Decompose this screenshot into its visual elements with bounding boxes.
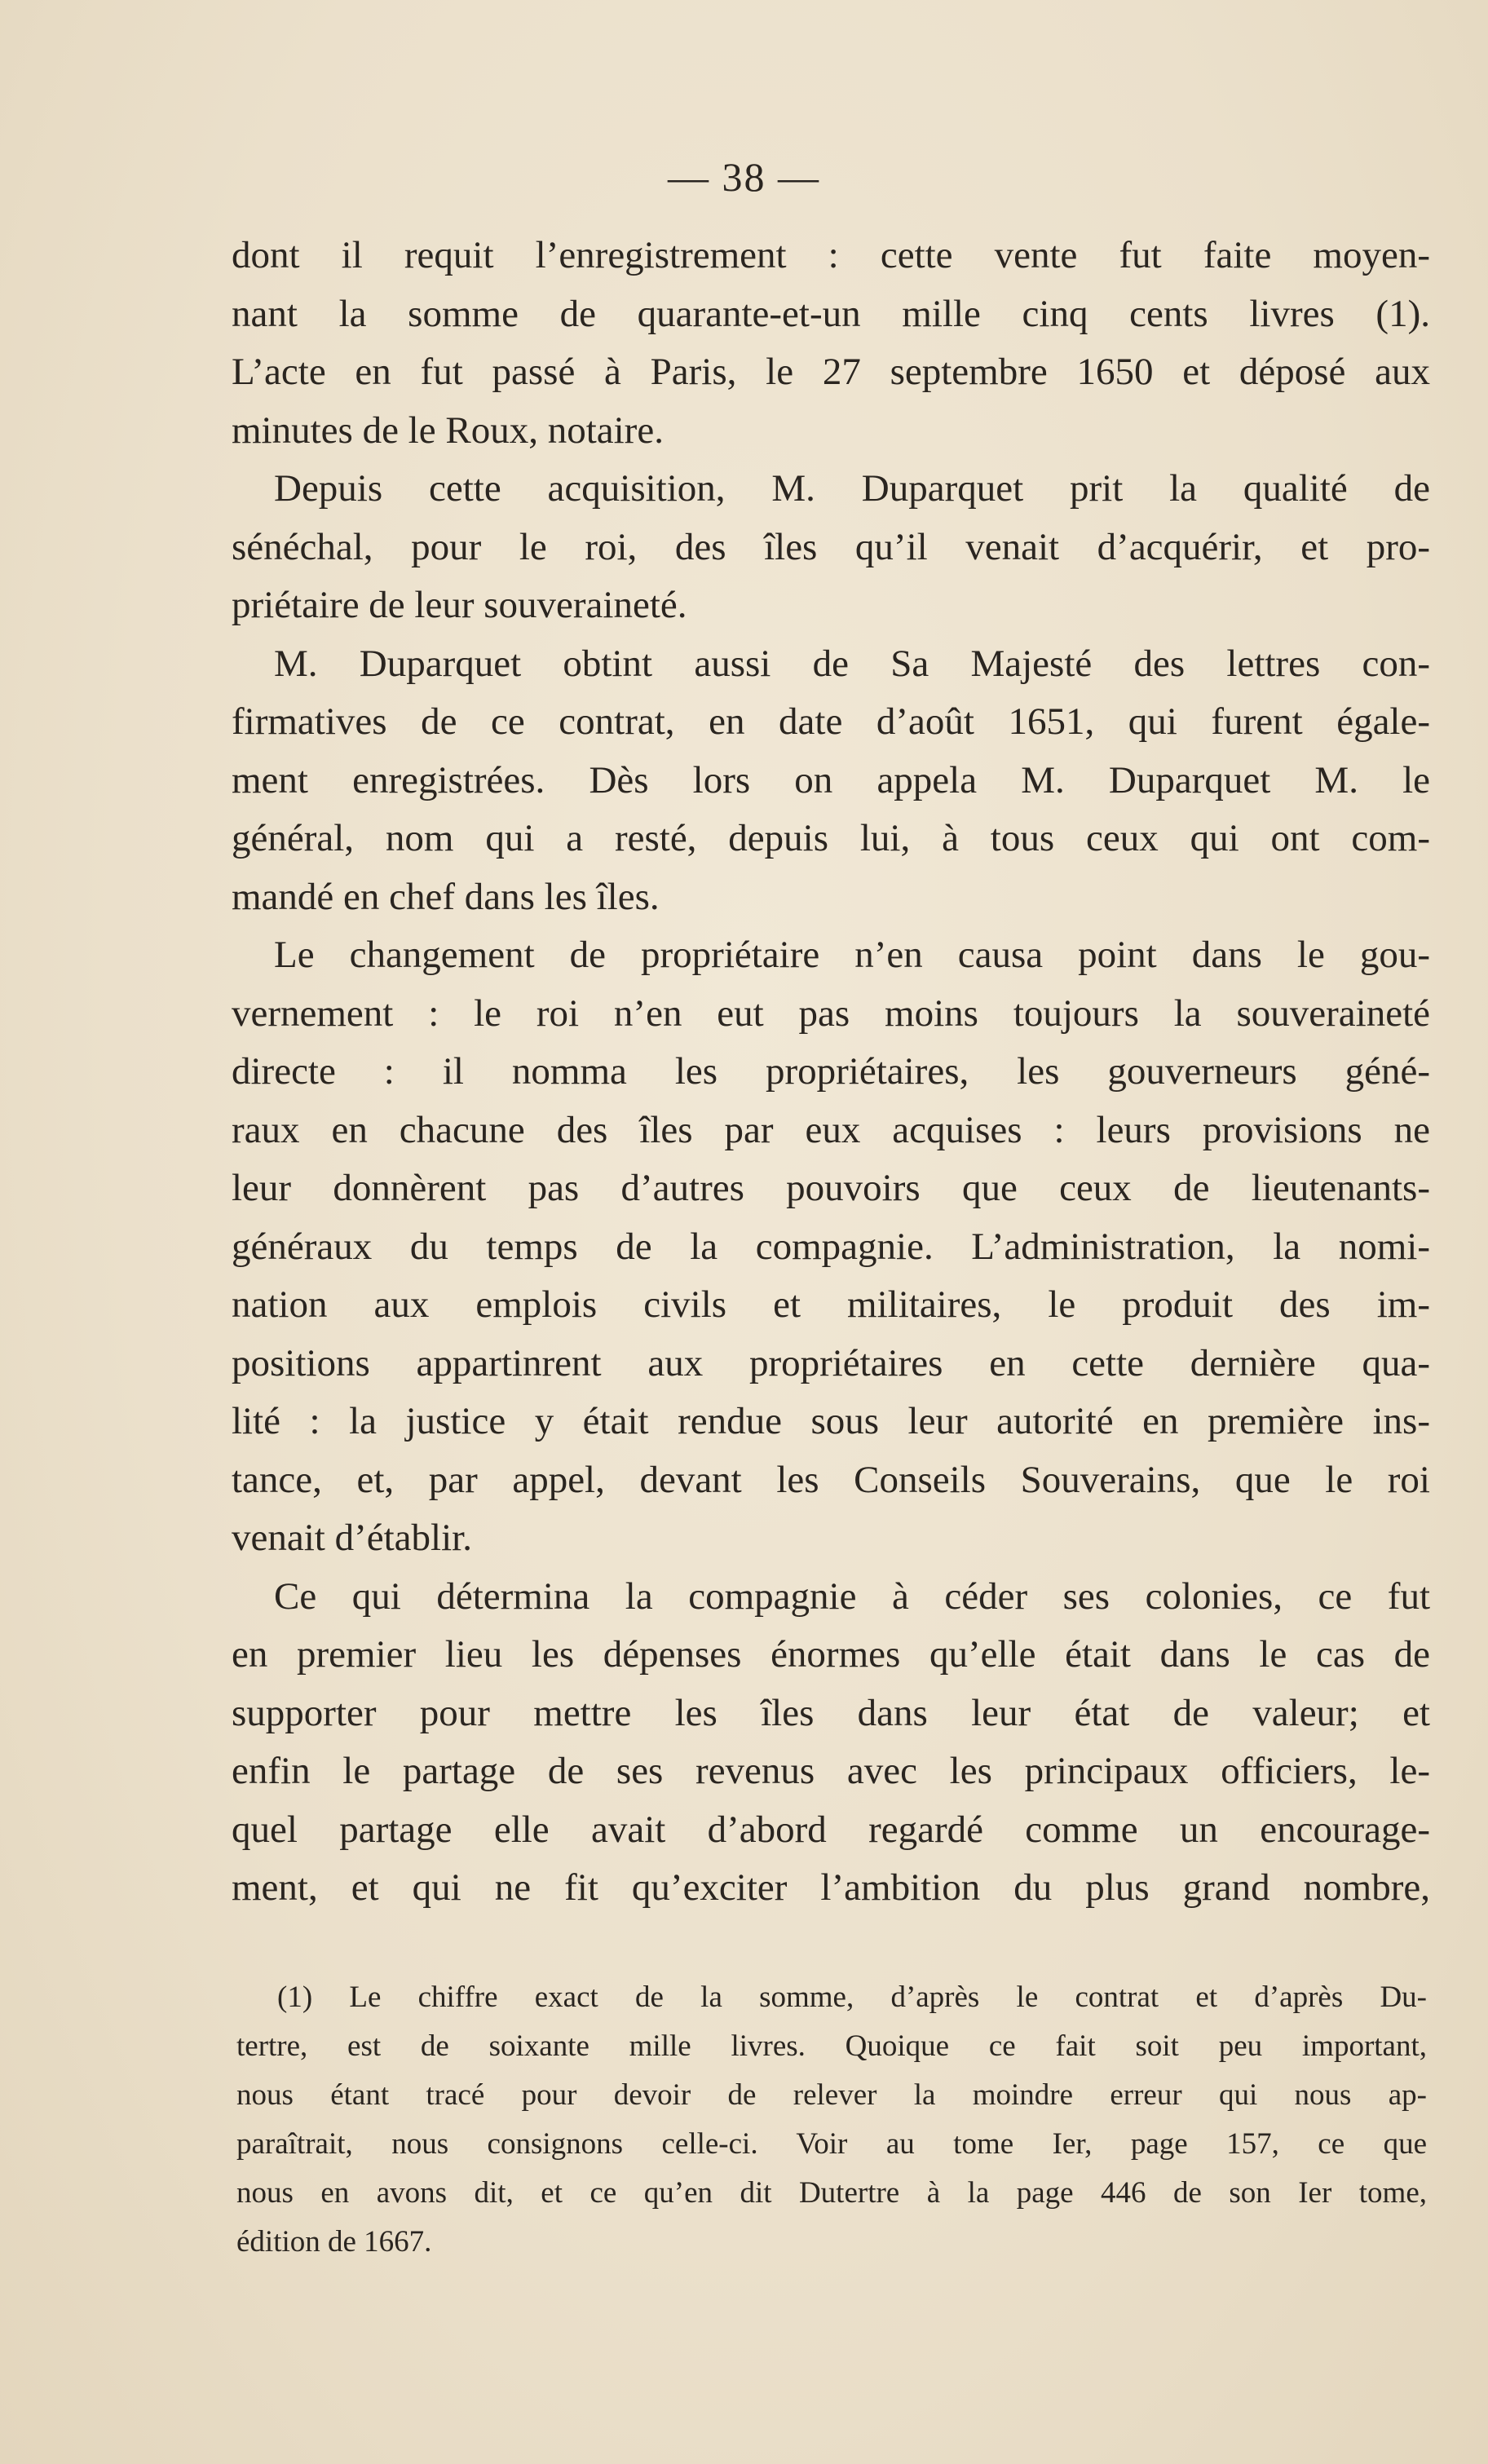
body-line: firmatives de ce contrat, en date d’août 1651, qui furent égale- — [232, 700, 1430, 743]
body-line: directe : il nomma les propriétaires, les gouverneurs géné- — [232, 1050, 1430, 1093]
body-line: quel partage elle avait d’abord regardé comme un encourage- — [232, 1808, 1430, 1851]
body-line: Le changement de propriétaire n’en causa point dans le gou- — [274, 934, 1430, 976]
body-line: en premier lieu les dépenses énormes qu’elle était dans le cas de — [232, 1633, 1430, 1676]
footnote — [236, 1973, 1427, 2267]
body-line: positions appartinrent aux propriétaires en cette dernière qua- — [232, 1341, 1430, 1384]
body-line: priétaire de leur souveraineté. — [232, 584, 687, 626]
footnote-line: (1) Le chiffre exact de la somme, d’après le contrat et d’après Du- — [277, 1980, 1427, 2014]
body-text — [232, 227, 1430, 1918]
body-line: vernement : le roi n’en eut pas moins toujours la souveraineté — [232, 991, 1430, 1035]
body-line: généraux du temps de la compagnie. L’administration, la nomi- — [232, 1225, 1430, 1268]
body-line: minutes de le Roux, notaire. — [232, 408, 664, 452]
body-line: lité : la justice y était rendue sous leur autorité en première ins- — [232, 1400, 1430, 1442]
footnote-line: édition de 1667. — [236, 2225, 432, 2259]
page-number: — 38 — — [668, 154, 820, 200]
body-line: nant la somme de quarante-et-un mille cinq cents livres (1). — [232, 292, 1430, 335]
footnote-line: nous en avons dit, et ce qu’en dit Dutertre à la page 446 de son Ier tome, — [236, 2176, 1427, 2210]
body-line: M. Duparquet obtint aussi de Sa Majesté des lettres con- — [274, 642, 1430, 685]
body-line: sénéchal, pour le roi, des îles qu’il venait d’acquérir, et pro- — [232, 525, 1430, 568]
body-line: ment enregistrées. Dès lors on appela M. Duparquet M. le — [232, 758, 1430, 801]
body-line: leur donnèrent pas d’autres pouvoirs que ceux de lieutenants- — [232, 1167, 1430, 1209]
footnote-line: tertre, est de soixante mille livres. Quoique ce fait soit peu important, — [236, 2029, 1427, 2063]
body-line: supporter pour mettre les îles dans leur état de valeur; et — [232, 1691, 1430, 1734]
body-line: enfin le partage de ses revenus avec les principaux officiers, le- — [232, 1750, 1430, 1792]
body-line: tance, et, par appel, devant les Conseils Souverains, que le roi — [232, 1458, 1430, 1501]
footnote-line: paraîtrait, nous consignons celle-ci. Voir au tome Ier, page 157, ce que — [236, 2127, 1427, 2161]
body-line: venait d’établir. — [232, 1517, 472, 1559]
body-line: général, nom qui a resté, depuis lui, à tous ceux qui ont com- — [232, 817, 1430, 859]
body-line: dont il requit l’enregistrement : cette vente fut faite moyen- — [232, 234, 1430, 276]
body-line: nation aux emplois civils et militaires, le produit des im- — [232, 1283, 1430, 1326]
body-line: L’acte en fut passé à Paris, le 27 septembre 1650 et déposé aux — [232, 351, 1430, 393]
body-line: Depuis cette acquisition, M. Duparquet prit la qualité de — [274, 467, 1430, 510]
body-line: Ce qui détermina la compagnie à céder ses colonies, ce fut — [274, 1574, 1430, 1618]
body-line: mandé en chef dans les îles. — [232, 875, 660, 918]
body-line: ment, et qui ne fit qu’exciter l’ambition du plus grand nombre, — [232, 1866, 1430, 1909]
footnote-line: nous étant tracé pour devoir de relever la moindre erreur qui nous ap- — [236, 2078, 1427, 2112]
body-line: raux en chacune des îles par eux acquises : leurs provisions ne — [232, 1108, 1430, 1151]
